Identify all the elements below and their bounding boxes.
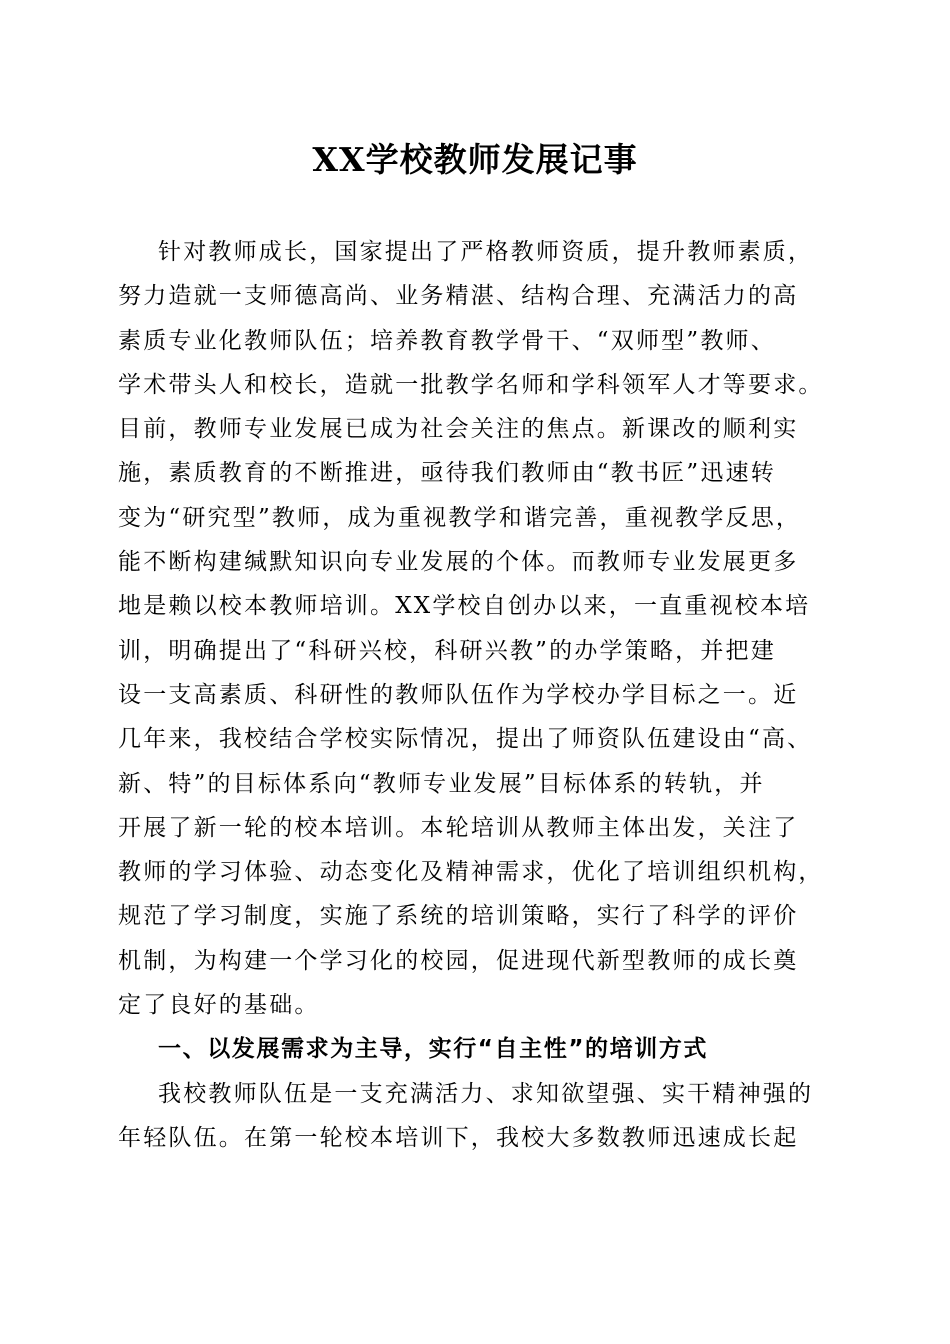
paragraph-line: 针对教师成长，国家提出了严格教师资质，提升教师素质， [158, 239, 814, 265]
document-title: XX学校教师发展记事 [312, 140, 638, 179]
paragraph-line: 教师的学习体验、动态变化及精神需求，优化了培训组织机构， [118, 859, 824, 886]
paragraph-line: 年轻队伍。在第一轮校本培训下，我校大多数教师迅速成长起 [118, 1124, 799, 1151]
paragraph-line: 定了良好的基础。 [118, 992, 320, 1019]
paragraph-line: 素质专业化教师队伍；培养教育教学骨干、“双师型”教师、 [118, 327, 776, 354]
paragraph-line: 几年来，我校结合学校实际情况，提出了师资队伍建设由“高、 [118, 726, 813, 753]
paragraph-line: 地是赖以校本教师培训。XX学校自创办以来，一直重视校本培 [118, 593, 811, 620]
paragraph-line: 机制，为构建一个学习化的校园，促进现代新型教师的成长奠 [118, 947, 799, 974]
paragraph-line: 学术带头人和校长，造就一批教学名师和学科领军人才等要求。 [118, 371, 824, 398]
paragraph-line: 开展了新一轮的校本培训。本轮培训从教师主体出发，关注了 [118, 814, 799, 841]
paragraph-line: 规范了学习制度，实施了系统的培训策略，实行了科学的评价 [118, 903, 799, 930]
paragraph-line: 能不断构建缄默知识向专业发展的个体。而教师专业发展更多 [118, 549, 799, 576]
paragraph-line: 新、特”的目标体系向“教师专业发展”目标体系的转轨，并 [118, 770, 765, 797]
paragraph-line: 努力造就一支师德高尚、业务精湛、结构合理、充满活力的高 [118, 283, 799, 310]
paragraph-line: 变为“研究型”教师，成为重视教学和谐完善，重视教学反思， [118, 504, 802, 531]
paragraph-line: 施，素质教育的不断推进，亟待我们教师由“教书匠”迅速转 [118, 460, 776, 487]
paragraph-line: 训，明确提出了“科研兴校，科研兴教”的办学策略，并把建 [118, 637, 776, 664]
paragraph-line: 设一支高素质、科研性的教师队伍作为学校办学目标之一。近 [118, 681, 799, 708]
section-heading: 一、以发展需求为主导，实行“自主性”的培训方式 [158, 1036, 709, 1063]
document-body [118, 230, 832, 1160]
paragraph-line: 目前，教师专业发展已成为社会关注的焦点。新课改的顺利实 [118, 416, 799, 443]
paragraph-line: 我校教师队伍是一支充满活力、求知欲望强、实干精神强的 [158, 1080, 814, 1107]
